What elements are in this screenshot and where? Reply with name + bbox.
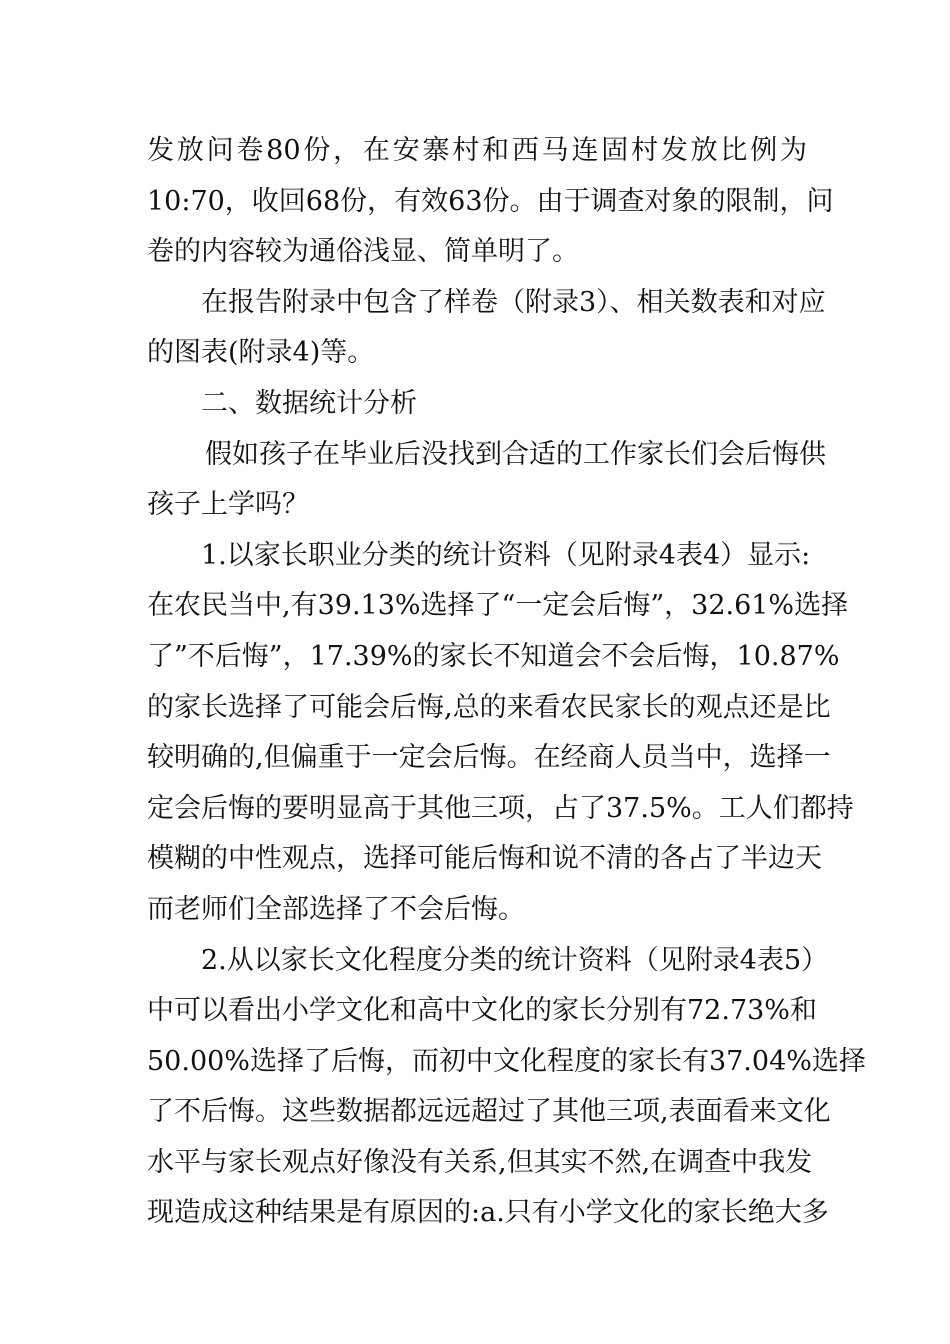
question-text: 假如孩子在毕业后没找到合适的工作家长们会后悔供 (205, 438, 826, 470)
text-line: 的家长选择了可能会后悔,总的来看农民家长的观点还是比 (147, 691, 831, 723)
text-line: 50.00%选择了后悔，而初中文化程度的家长有37.04%选择 (147, 1045, 866, 1077)
text-line: 而老师们全部选择了不会后悔。 (147, 893, 525, 925)
text-line: 在报告附录中包含了样卷（附录3）、相关数表和对应 (201, 286, 826, 318)
text-line: 发放问卷80份，在安寨村和西马连固村发放比例为 (147, 135, 807, 166)
text-line: 2.从以家长文化程度分类的统计资料（见附录4表5） (201, 944, 829, 976)
text-line: 1.以家长职业分类的统计资料（见附录4表4）显示: (201, 539, 811, 571)
text-line: 较明确的,但偏重于一定会后悔。在经商人员当中，选择一 (147, 742, 831, 774)
text-line: 水平与家长观点好像没有关系,但其实不然,在调查中我发 (147, 1146, 813, 1178)
text-line: 中可以看出小学文化和高中文化的家长分别有72.73%和 (147, 995, 817, 1027)
text-line: 定会后悔的要明显高于其他三项，占了37.5%。工人们都持 (147, 792, 854, 824)
text-line: 在农民当中,有39.13%选择了“一定会后悔”，32.61%选择 (147, 590, 849, 622)
question-text: 孩子上学吗？ (147, 489, 309, 521)
body-text (147, 126, 866, 1239)
text-line: 了不后悔。这些数据都远远超过了其他三项,表面看来文化 (147, 1096, 831, 1128)
text-line: 现造成这种结果是有原因的:a.只有小学文化的家长绝大多 (147, 1197, 829, 1229)
text-line: 10:70，收回68份，有效63份。由于调查对象的限制，问 (147, 185, 834, 217)
text-line: 模糊的中性观点，选择可能后悔和说不清的各占了半边天 (147, 843, 822, 875)
text-line: 了”不后悔”，17.39%的家长不知道会不会后悔，10.87% (147, 640, 840, 672)
text-line: 的图表(附录4)等。 (147, 337, 375, 369)
text-line: 卷的内容较为通俗浅显、简单明了。 (147, 236, 579, 268)
section-heading: 二、数据统计分析 (201, 387, 417, 419)
